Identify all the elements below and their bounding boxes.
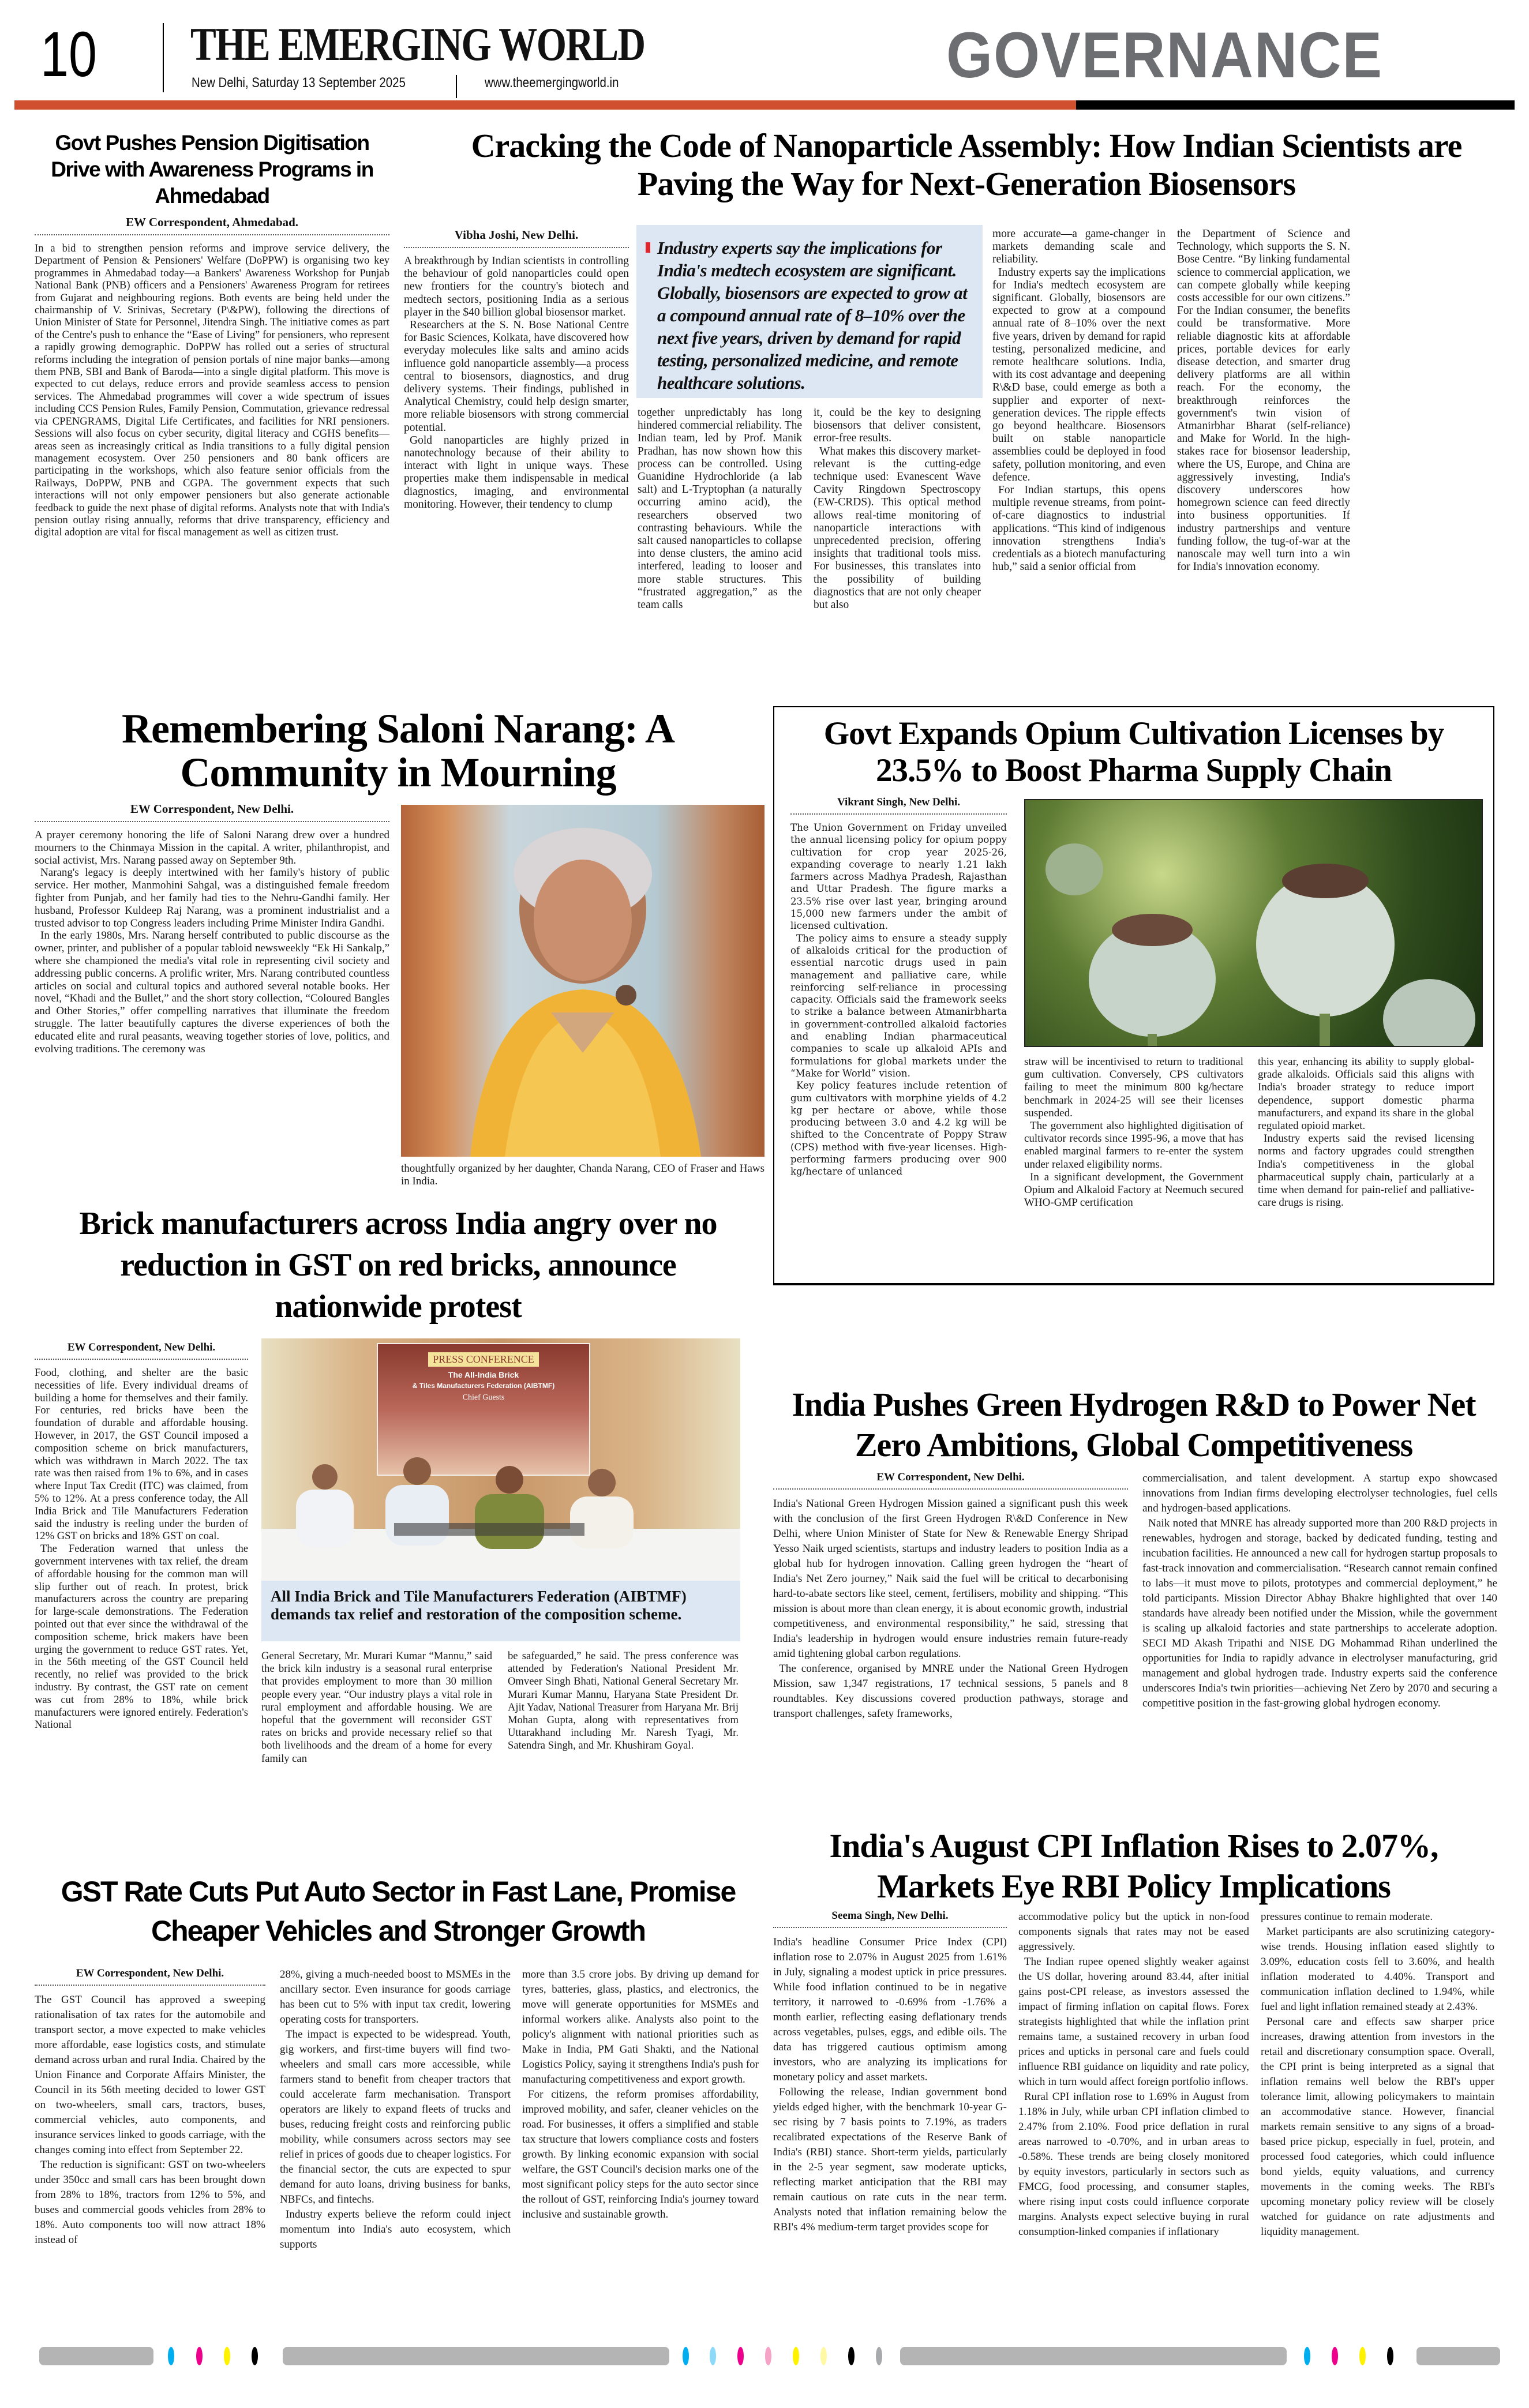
headline-hydrogen[interactable]: India Pushes Green Hydrogen R&D to Power Net Zero Ambitions, Global Competitiveness bbox=[792, 1386, 1476, 1464]
page-number: 10 bbox=[40, 19, 97, 90]
header-divider bbox=[163, 23, 164, 92]
hydrogen-col2: commercialisation, and talent development. A startup expo showcased innovations from Indian firms developing electrolyser technologies, fuel cells and hydrogen-based applications. Naik noted that MNRE has already supported more than 200 R&D projects in renewables, hydrogen and storage, backed by dedicated funding, testing and incubation facilities. He announced a new call for hydrogen startup proposals to fast-track innovation and commercialisation. “Research cannot remain confined to labs—it must move to pilots, prototypes and commercial deployment,” he told participants. Mission Director Abhay Bhakre highlighted that over 140 standards have already been notified under the Mission, while the government is scaling up alkaloid factories and state partnerships to accelerate adoption. SECI MD Akash Tripathi and NISE DG Mohammad Rihan underlined the opportunities for India to rapidly advance in electrolyser manufacturing, grid management and global hydrogen trade. Industry experts said the conference underscores India's twin priorities—achieving Net Zero by 2070 and securing a competitive position in the fast-growing global hydrogen economy. bbox=[1142, 1472, 1497, 1709]
nanoparticle-col5: the Department of Science and Technology, which supports the S. N. Bose Centre. “By linking fundamental science to commercial application, we can compete globally while keeping costs accessible for our own citizens.” For the Indian consumer, the benefits could be transformative. More reliable diagnostic kits at affordable prices, portable devices for early disease detection, and smarter drug delivery platforms are all within reach. For the economy, the breakthrough reinforces the government's twin vision of Atmanirbhar Bharat (self-reliance) and Make for World. In the high-stakes race for biosensor leadership, where the US, Europe, and China are aggressively investing, India's discovery underscores how homegrown science can feed directly into business opportunities. If industry partnerships and venture funding follow, the tug-of-war at the nanoscale may well turn into a win for India's innovation economy. bbox=[1177, 228, 1350, 573]
headline-brick[interactable]: Brick manufacturers across India angry over no reduction in GST on red bricks, announce nationwide protest bbox=[79, 1206, 717, 1325]
nanoparticle-col3: it, could be the key to designing biosensors that deliver consistent, error-free results. What makes this discovery market-relevant is the cutting-edge technique used: Evanescent Wave Cavity Ringdown Spectroscopy (EW-CRDS). This optical method allows real-time monitoring of nanoparticle interactions with unprecedented precision, offering insights that traditional tools miss. For businesses, this translates into the possibility of building diagnostics that are not only cheaper but also bbox=[814, 407, 981, 612]
headline-cpi[interactable]: India's August CPI Inflation Rises to 2.07%, Markets Eye RBI Policy Implications bbox=[829, 1827, 1438, 1905]
byline: Vibha Joshi, New Delhi. bbox=[404, 228, 629, 248]
header-black-bar bbox=[1076, 100, 1515, 110]
saloni-col1: EW Correspondent, New Delhi. A prayer ceremony honoring the life of Saloni Narang drew over a hundred mourners to the Chinmaya Mission in the capital. A writer, philanthropist, and social activist, Mrs. Narang passed away on September 9th. Narang's legacy is deeply intertwined with her family's history of public service. Her mother, Manmohini Sahgal, was a distinguished female freedom fighter from Punjab, and her family had ties to the Nehru-Gandhi family. Her husband, Professor Kuldeep Raj Narang, was a prominent industrialist and a trusted advisor to top Congress leaders including Prime Minister Indira Gandhi. In the early 1980s, Mrs. Narang herself contributed to public discourse as the owner, printer, and publisher of a popular tabloid newsweekly “Ek Hi Sankalp,” where she championed the media's vital role in representing civil society and addressing public concerns. A prolific writer, Mrs. Narang contributed countless articles on social and cultural topics and authored several notable books. Her novel, “Khadi and the Bullet,” and the short story collection, “Coloured Bangles and Other Stories,” offer compelling narratives that illuminate the freedom struggle. The latter beautifully captures the diverse experiences of both the educated elite and rural peasants, weaving together stories of love, politics, and evolving traditions. The ceremony was bbox=[35, 802, 389, 1055]
section-title: GOVERNANCE bbox=[946, 19, 1383, 91]
magenta-registration-dot-icon bbox=[737, 2347, 744, 2365]
press-conference-banner: PRESS CONFERENCE The All-India Brick & Tiles Manufacturers Federation (AIBTMF) Chief Guests bbox=[377, 1343, 590, 1476]
brick-col1: EW Correspondent, New Delhi. Food, clothing, and shelter are the basic necessities of life. Every individual dreams of building a home for themselves and their family. For centuries, red bricks have been the foundation of durable and affordable housing. However, in 2017, the GST Council imposed a composition scheme on brick manufacturers, which was withdrawn in March 2022. The tax rate was then raised from 1% to 6%, and in cases where Input Tax Credit (ITC) was claimed, from 5% to 12%. At a press conference today, the All India Brick and Tile Manufacturers Federation said the industry is reeling under the burden of 12% GST on bricks and 18% GST on coal. The Federation warned that unless the government intervenes with tax relief, the dream of affordable housing for the common man will slip further out of reach. In protest, brick manufacturers across the country are preparing for large-scale demonstrations. The Federation pointed out that ever since the withdrawal of the composition scheme, brick makers have been urging the government to reduce GST rates. Yet, in the 56th meeting of the GST Council held recently, no relief was provided to the brick industry. By contrast, the GST rate on cement was cut from 28% to 18%, while brick manufacturers were ignored entirely. Federation's National bbox=[35, 1341, 248, 1731]
poppy-pods-illustration-icon bbox=[1025, 800, 1483, 1047]
nanoparticle-col2: together unpredictably has long hindered commercial reliability. The Indian team, led by Prof. Manik Pradhan, has now shown how this process can be controlled. Using Guanidine Hydrochloride (a lab salt) and L-Tryptophan (a naturally occurring amino acid), the researchers observed two contrasting behaviours. While the salt caused nanoparticles to collapse into dense clusters, the amino acid interfered, leading to looser and more stable structures. This “frustrated aggregation,” as the team calls bbox=[638, 407, 802, 612]
byline: Seema Singh, New Delhi. bbox=[773, 1910, 1007, 1928]
press-conference-photo bbox=[261, 1338, 740, 1581]
photo-caption: All India Brick and Tile Manufacturers Federation (AIBTMF) demands tax relief and restoration of the composition scheme. bbox=[261, 1581, 740, 1641]
opium-col1: Vikrant Singh, New Delhi. The Union Government on Friday unveiled the annual licensing policy for opium poppy cultivation for crop year 2025-26, expanding coverage to nearly 1.21 lakh farmers across Madhya Pradesh, Rajasthan and Uttar Pradesh. The figure marks a 23.5% rise over last year, bringing around 15,000 new farmers under the ambit of licensed cultivation. The policy aims to ensure a steady supply of alkaloids critical for the production of essential narcotic drugs used in pain management and palliative care, while reinforcing self-reliance in processing capacity. Officials said the framework seeks to strike a balance between Atmanirbharta in government-controlled alkaloid factories and enabling Indian pharmaceutical companies to scale up alkaloid APIs and formulations for global markets under the “Make for World” vision. Key policy features include retention of gum cultivators with morphine yields of 4.2 kg per hectare or above, while those producing between 3.0 and 4.2 kg will be shifted to the Concentrate of Poppy Straw (CPS) method with five-year licenses. High-performing farmers producing over 900 kg/hectare of unlanced bbox=[790, 796, 1007, 1177]
headline[interactable]: Govt Pushes Pension Digitisation Drive with Awareness Programs in Ahmedabad bbox=[51, 131, 373, 208]
headline-saloni[interactable]: Remembering Saloni Narang: A Community in Mourning bbox=[122, 706, 674, 796]
headline-nanoparticle[interactable]: Cracking the Code of Nanoparticle Assembly: How Indian Scientists are Paving the Way for Next-Generation Biosensors bbox=[471, 127, 1462, 202]
byline: EW Correspondent, New Delhi. bbox=[35, 1967, 265, 1986]
header-accent-bar bbox=[14, 100, 1076, 110]
pull-quote: Industry experts say the implications for India's medtech ecosystem are significant. Globally, biosensors are expected to grow at a compound annual rate of 8–10% over the next five years, driven by demand for rapid testing, personalized medicine, and remote healthcare solutions. bbox=[657, 238, 968, 393]
light-cyan-registration-dot-icon bbox=[710, 2347, 716, 2365]
headline-gst-auto[interactable]: GST Rate Cuts Put Auto Sector in Fast Lane, Promise Cheaper Vehicles and Stronger Growth bbox=[61, 1876, 736, 1947]
nanoparticle-col1: Vibha Joshi, New Delhi. A breakthrough by Indian scientists in controlling the behaviour of gold nanoparticles could open new frontiers for the country's biotech and medtech sectors, positioning India as a serious player in the $40 billion global biosensor market. Researchers at the S. N. Bose National Centre for Basic Sciences, Kolkata, have discovered how everyday molecules like salts and amino acids influence gold nanoparticle assembly—a process central to biosensors, diagnostics, and drug delivery systems. Their findings, published in Analytical Chemistry, could help design smarter, more reliable biosensors with strong commercial potential. Gold nanoparticles are highly prized in nanotechnology because of their ability to interact with light in unique ways. These properties make them indispensable in medical diagnostics, imaging, and environmental monitoring. However, their tendency to clump bbox=[404, 228, 629, 511]
dateline: New Delhi, Saturday 13 September 2025 bbox=[192, 75, 406, 91]
black-registration-dot-icon bbox=[848, 2347, 855, 2365]
gray-registration-dot-icon bbox=[876, 2347, 882, 2365]
black-registration-dot-icon bbox=[1387, 2347, 1393, 2365]
speakers-illustration-icon bbox=[261, 1338, 740, 1581]
cyan-registration-dot-icon bbox=[1304, 2347, 1310, 2365]
pull-quote-box bbox=[636, 225, 983, 398]
cyan-registration-dot-icon bbox=[683, 2347, 689, 2365]
cyan-registration-dot-icon bbox=[168, 2347, 174, 2365]
byline: EW Correspondent, Ahmedabad. bbox=[35, 215, 389, 235]
article-pension bbox=[35, 130, 389, 539]
cpi-col2: accommodative policy but the uptick in non-food components signals that rates may not be eased aggressively. The Indian rupee opened slightly weaker against the US dollar, hovering around 83.44, after initial gains post-CPI release, as investors assessed the impact of firming inflation on capital flows. Forex strategists highlighted that while the inflation print remains tame, a sustained recovery in urban food prices and upticks in personal care and fuels could influence RBI guidance on liquidity and rate policy, which in turn would affect foreign portfolio inflows. Rural CPI inflation rose to 1.69% in August from 1.18% in July, while urban CPI inflation climbed to 2.47% from 2.10%. Food price deflation in rural areas narrowed to -0.70%, and in urban areas to -0.58%. These trends are being closely monitored by equity investors, particularly in sectors such as FMCG, food processing, and consumer staples, where rising input costs could influence corporate margins. Analysts expect selective buying in rural consumption-linked companies if inflationary bbox=[1018, 1911, 1249, 2238]
magenta-registration-dot-icon bbox=[196, 2347, 203, 2365]
byline: EW Correspondent, New Delhi. bbox=[773, 1471, 1128, 1490]
article-body: In a bid to strengthen pension reforms and improve service delivery, the Department of Pension & Pensioners' Welfare (DoPPW) is organising two key programmes in Ahmedabad today—a Bankers' Awareness Workshop for Punjab National Bank (PNB) officers and a Pensioners' Awareness Program for retirees from Gujarat and neighbouring regions. Both events are being held under the chairmanship of V. Srinivas, Secretary (P\&PW), following the directions of Union Minister of State for Personnel, Jitendra Singh. The initiative comes as part of the Centre's push to enhance the “Ease of Living” for pensioners, who represent a rapidly growing demographic. DoPPW has rolled out a series of structural reforms including the integration of pension portals of nine major banks—among them PNB, SBI and Bank of Baroda—into a single digital platform. This move is expected to cut delays, reduce errors and provide seamless access to pension services. The Ahmedabad programmes will cover a wide spectrum of issues including CCS Pension Rules, Family Pension, Commutation, grievance redressal via CPENGRAMS, Digital Life Certificates, and facilities for NRI pensioners. Sessions will also focus on cyber security, digital literacy and CGHS benefits—areas seen as increasingly critical as India transitions to a fully digital pension management ecosystem. Over 250 pensioners and 80 bank officers are participating in the workshops, which also feature senior officials from the Railways, DoPPW, PNB and CGPA. The government expects that such interactions will not only empower pensioners but also generate actionable feedback to guide the next phase of digital reforms. Analysts note that with India's pension outlay rising annually, reforms that drive transparency, efficiency and digital adoption are vital for fiscal management as well as citizen trust. bbox=[35, 242, 389, 539]
saloni-narang-photo bbox=[401, 805, 765, 1157]
opium-col3: this year, enhancing its ability to supply global-grade alkaloids. Officials said this aligns with India's broader strategy to reduce import dependence, support domestic pharma manufacturers, and expand its share in the global regulated opioid market. Industry experts said the revised licensing norms and factory upgrades could strengthen India's competitiveness in the global pharmaceutical supply chain, particularly at a time when demand for pain-relief and palliative-care drugs is rising. bbox=[1258, 1056, 1474, 1209]
website-link[interactable]: www.theemergingworld.in bbox=[485, 75, 619, 91]
yellow-registration-dot-icon bbox=[1359, 2347, 1366, 2365]
byline: EW Correspondent, New Delhi. bbox=[35, 1341, 248, 1360]
brick-col3: be safeguarded,” he said. The press conference was attended by Federation's National President Mr. Omveer Singh Bhati, National General Secretary Mr. Murari Kumar Mannu, Haryana State President Dr. Ajit Yadav, National Treasurer from Haryana Mr. Brij Mohan Gupta, along with representatives from Uttarakhand including Mr. Naresh Tyagi, Mr. Satendra Singh, and Mr. Khushiram Goyal. bbox=[508, 1650, 739, 1752]
masthead-title: THE EMERGING WORLD bbox=[190, 18, 645, 70]
red-bullet-icon bbox=[646, 242, 650, 253]
opium-col2: straw will be incentivised to return to traditional gum cultivation. Conversely, CPS cultivators failing to meet the minimum 800 kg/hectare benchmark in 2024-25 will see their licenses suspended. The government also highlighted digitisation of cultivator records since 1995-96, a move that has enabled marginal farmers to re-enter the system under relaxed eligibility norms. In a significant development, the Government Opium and Alkaloid Factory at Neemuch secured WHO-GMP certification bbox=[1024, 1056, 1243, 1209]
gst-col2: 28%, giving a much-needed boost to MSMEs in the ancillary sector. Even insurance for goods carriage has been cut to 5% with input tax credit, lowering operating costs for transporters. The impact is expected to be widespread. Youth, gig workers, and first-time buyers will find two-wheelers and small cars more accessible, while farmers stand to benefit from cheaper tractors that could accelerate farm mechanisation. Transport operators are likely to expand fleets of trucks and buses, reducing freight costs and reinforcing public mobility, while consumers across sectors may see relief in prices of goods due to cheaper logistics. For the financial sector, the cuts are expected to spur demand for auto loans, driving business for banks, NBFCs, and fintechs. Industry experts believe the reform could inject momentum into India's auto ecosystem, which supports bbox=[280, 1968, 511, 2251]
gst-col3: more than 3.5 crore jobs. By driving up demand for tyres, batteries, glass, plastics, and electronics, the move will generate opportunities for MSMEs and informal workers alike. Analysts also point to the policy's alignment with national priorities such as Make in India, PM Gati Shakti, and the National Logistics Policy, saying it strengthens India's push for manufacturing competitiveness and export growth. For citizens, the reform promises affordability, improved mobility, and safer, cleaner vehicles on the road. For businesses, it offers a simplified and stable tax structure that lowers compliance costs and fosters growth. By linking economic expansion with social welfare, the GST Council's decision marks one of the most significant policy steps for the auto sector since the rollout of GST, reinforcing India's journey toward inclusive and sustainable growth. bbox=[522, 1968, 759, 2221]
nanoparticle-col4: more accurate—a game-changer in markets demanding scale and reliability. Industry experts say the implications for India's medtech ecosystem are significant. Globally, biosensors are expected to grow at a compound annual rate of 8–10% over the next five years, driven by demand for rapid testing, personalized medicine, and remote healthcare solutions. India, with its cost advantage and deepening R\&D base, could emerge as both a supplier and exporter of next-generation devices. The ripple effects go beyond healthcare. Biosensors built on stable nanoparticle assemblies could be deployed in food safety, pollution monitoring, and even defence. For Indian startups, this opens multiple revenue streams, from point-of-care diagnostics to industrial applications. “This kind of indigenous innovation strengthens India's credentials as a biotech manufacturing hub,” said a senior official from bbox=[992, 228, 1166, 573]
saloni-caption-continuation: thoughtfully organized by her daughter, Chanda Narang, CEO of Fraser and Haws in India. bbox=[401, 1162, 765, 1187]
light-magenta-registration-dot-icon bbox=[765, 2347, 771, 2365]
headline-opium[interactable]: Govt Expands Opium Cultivation Licenses by 23.5% to Boost Pharma Supply Chain bbox=[823, 715, 1444, 789]
byline: Vikrant Singh, New Delhi. bbox=[790, 796, 1007, 815]
print-registration-strip bbox=[0, 2347, 1529, 2370]
brick-col2: General Secretary, Mr. Murari Kumar “Mannu,” said the brick kiln industry is a seasonal rural enterprise that provides employment to more than 30 million people every year. “Our industry plays a vital role in rural employment and affordable housing. We are hopeful that the government will reconsider GST rates on bricks and provide necessary relief so that both livelihoods and the dream of a home for every family can bbox=[261, 1650, 492, 1765]
gst-col1: EW Correspondent, New Delhi. The GST Council has approved a sweeping rationalisation of tax rates for the automobile and transport sector, a move expected to make vehicles more affordable, ease logistics costs, and stimulate demand across urban and rural India. Chaired by the Union Finance and Corporate Affairs Minister, the Council in its 56th meeting decided to lower GST on two-wheelers, small cars, tractors, buses, commercial vehicles, auto components, and insurance services linked to goods carriage, with the changes coming into effect from September 22. The reduction is significant: GST on two-wheelers under 350cc and small cars has been brought down from 28% to 18%, tractors from 12% to 5%, and buses and commercial goods vehicles from 28% to 18%. Auto components too will now attract 18% instead of bbox=[35, 1967, 265, 2246]
magenta-registration-dot-icon bbox=[1332, 2347, 1338, 2365]
yellow-registration-dot-icon bbox=[793, 2347, 799, 2365]
byline: EW Correspondent, New Delhi. bbox=[35, 802, 389, 822]
opium-poppy-photo bbox=[1024, 799, 1483, 1047]
dateline-divider bbox=[456, 75, 457, 98]
cpi-col3: pressures continue to remain moderate. Market participants are also scrutinizing category-wise trends. Housing inflation eased slightly to 3.09%, education costs fell to 3.60%, and health inflation moderated to 4.40%. Transport and communication inflation declined to 1.94%, while fuel and light inflation remained steady at 2.43%. Personal care and effects saw sharper price increases, drawing attention from investors in the retail and discretionary consumption space. Overall, the CPI print is being interpreted as a signal that inflation remains well below the RBI's upper tolerance limit, allowing policymakers to maintain an accommodative stance. However, financial markets remain sensitive to any signs of a broad-based price pickup, especially in fuel, protein, and processed food categories, which could influence bond yields, equity valuations, and currency movements in the coming weeks. The RBI's upcoming monetary policy review will be closely watched for guidance on rate adjustments and liquidity management. bbox=[1261, 1911, 1494, 2238]
black-registration-dot-icon bbox=[252, 2347, 258, 2365]
portrait-illustration-icon bbox=[401, 805, 765, 1157]
light-yellow-registration-dot-icon bbox=[820, 2347, 827, 2365]
cpi-col1: Seema Singh, New Delhi. India's headline Consumer Price Index (CPI) inflation rose to 2.07% in August 2025 from 1.61% in July, signaling a modest uptick in price pressures. While food inflation continued to be in negative territory, it narrowed to -0.69% from -1.76% a month earlier, reflecting easing deflationary trends across vegetables, pulses, eggs, and edible oils. The data has triggered cautious optimism among investors, who are analyzing its implications for monetary policy and asset markets. Following the release, Indian government bond yields edged higher, with the benchmark 10-year G-sec rising by 7 basis points to 7.19%, as traders recalibrated expectations of the Reserve Bank of India's (RBI) stance. Short-term yields, particularly in the 2-5 year segment, saw moderate upticks, reflecting market anticipation that the RBI may remain cautious on rate cuts in the near term. Analysts noted that inflation remaining below the RBI's 4% medium-term target provides scope for bbox=[773, 1910, 1007, 2233]
hydrogen-col1: EW Correspondent, New Delhi. India's National Green Hydrogen Mission gained a significant push this week with the conclusion of the first Green Hydrogen R\&D Conference in New Delhi, where Union Minister of State for New & Renewable Energy Shripad Yesso Naik urged scientists, startups and industry leaders to position India as a global hub for hydrogen innovation. Calling green hydrogen the “heart of India's Net Zero journey,” Naik said the fuel will be critical to decarbonising hard-to-abate sectors like steel, cement, fertilisers, mobility and shipping. “This mission is about more than clean energy, it is about economic growth, industrial competitiveness, and environmental responsibility,” he said, stressing that India's leadership in hydrogen would ensure industries remain future-ready amid tightening global carbon regulations. The conference, organised by MNRE under the National Green Hydrogen Mission, saw 1,347 registrations, 17 technical sessions, 5 panels and 8 roundtables. Key discussions covered production pathways, storage and transport challenges, safety frameworks, bbox=[773, 1471, 1128, 1720]
yellow-registration-dot-icon bbox=[224, 2347, 230, 2365]
